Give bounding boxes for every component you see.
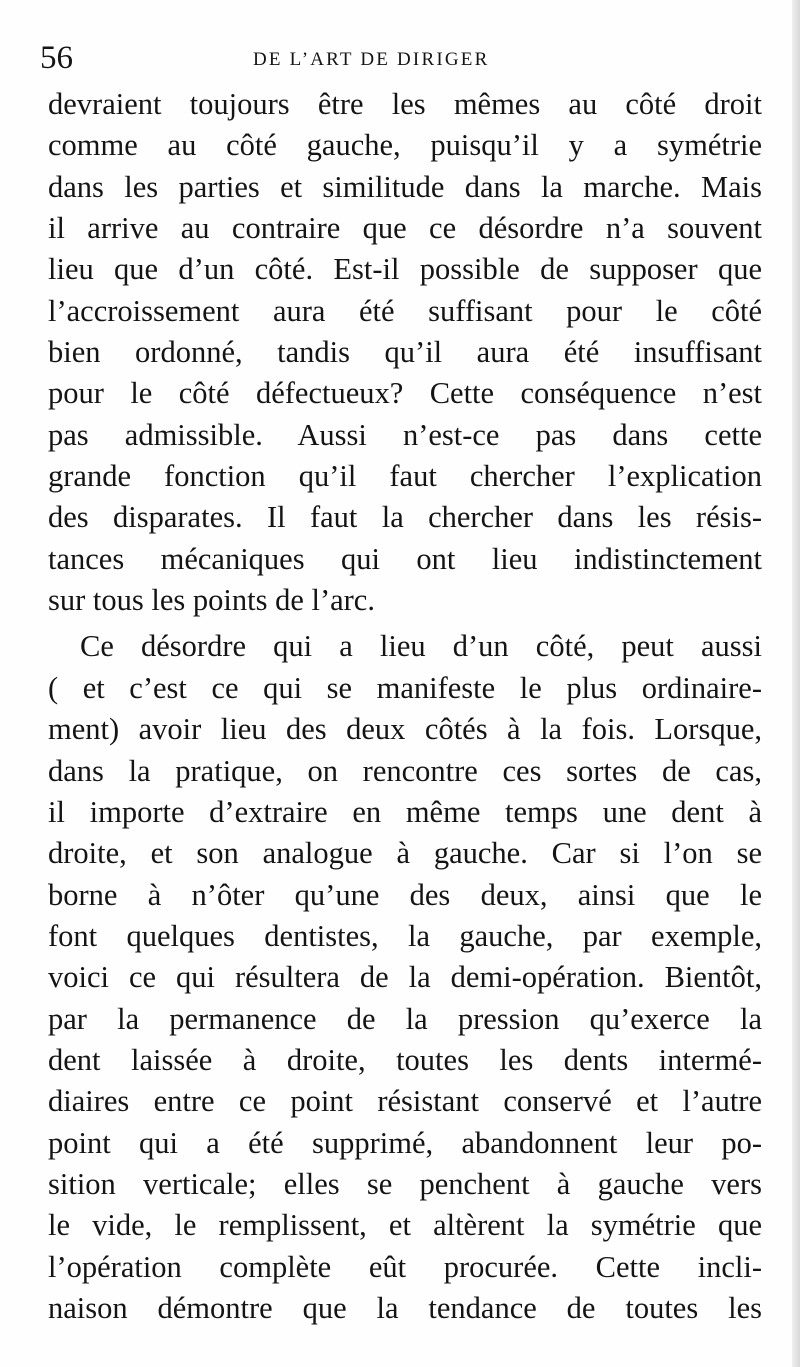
text-line: lieu que d’un côté. Est-il possible de supposer que <box>48 252 762 287</box>
text-line: ment) avoir lieu des deux côtés à la fois. Lorsque, <box>48 712 762 747</box>
running-title: DE L’ART DE DIRIGER <box>253 49 490 70</box>
text-line: point qui a été supprimé, abandonnent leur po- <box>48 1125 762 1160</box>
page-edge-shadow <box>792 0 800 1367</box>
text-line: par la permanence de la pression qu’exerce la <box>48 1001 762 1036</box>
text-line: il arrive au contraire que ce désordre n’a souvent <box>48 211 762 246</box>
paragraph-1 <box>48 84 762 621</box>
text-line: l’accroissement aura été suffisant pour le côté <box>48 293 762 328</box>
page-number: 56 <box>40 40 73 76</box>
text-line: des disparates. Il faut la chercher dans les résis- <box>48 500 762 535</box>
text-line: naison démontre que la tendance de toutes les <box>48 1290 762 1325</box>
text-line: pas admissible. Aussi n’est-ce pas dans cette <box>48 417 762 452</box>
text-line: diaires entre ce point résistant conservé et l’autre <box>48 1084 762 1119</box>
text-line: font quelques dentistes, la gauche, par exemple, <box>48 918 762 953</box>
text-line: dans la pratique, on rencontre ces sortes de cas, <box>48 753 762 788</box>
text-line: bien ordonné, tandis qu’il aura été insuffisant <box>48 335 762 370</box>
text-line: droite, et son analogue à gauche. Car si l’on se <box>48 836 762 871</box>
text-line: pour le côté défectueux? Cette conséquence n’est <box>48 376 762 411</box>
text-line: tances mécaniques qui ont lieu indistinctement <box>48 541 762 576</box>
text-line: le vide, le remplissent, et altèrent la symétrie que <box>48 1208 762 1243</box>
page-header <box>40 36 760 86</box>
text-line: dans les parties et similitude dans la marche. Mais <box>48 169 762 204</box>
paragraph-2 <box>48 626 762 1329</box>
text-line: ( et c’est ce qui se manifeste le plus ordinaire- <box>48 670 762 705</box>
text-line: grande fonction qu’il faut chercher l’explication <box>48 459 762 494</box>
text-line: l’opération complète eût procurée. Cette incli- <box>48 1249 762 1284</box>
text-line: sur tous les points de l’arc. <box>48 583 375 618</box>
body-text <box>48 84 762 1329</box>
text-line: devraient toujours être les mêmes au côté droit <box>48 87 762 121</box>
text-line: Ce désordre qui a lieu d’un côté, peut aussi <box>80 629 762 664</box>
text-line: borne à n’ôter qu’une des deux, ainsi que le <box>48 877 762 912</box>
text-line: voici ce qui résultera de la demi-opération. Bientôt, <box>48 960 762 995</box>
text-line: sition verticale; elles se penchent à gauche vers <box>48 1166 762 1201</box>
text-line: il importe d’extraire en même temps une dent à <box>48 794 762 829</box>
text-line: comme au côté gauche, puisqu’il y a symétrie <box>48 128 762 163</box>
text-line: dent laissée à droite, toutes les dents intermé- <box>48 1042 762 1077</box>
